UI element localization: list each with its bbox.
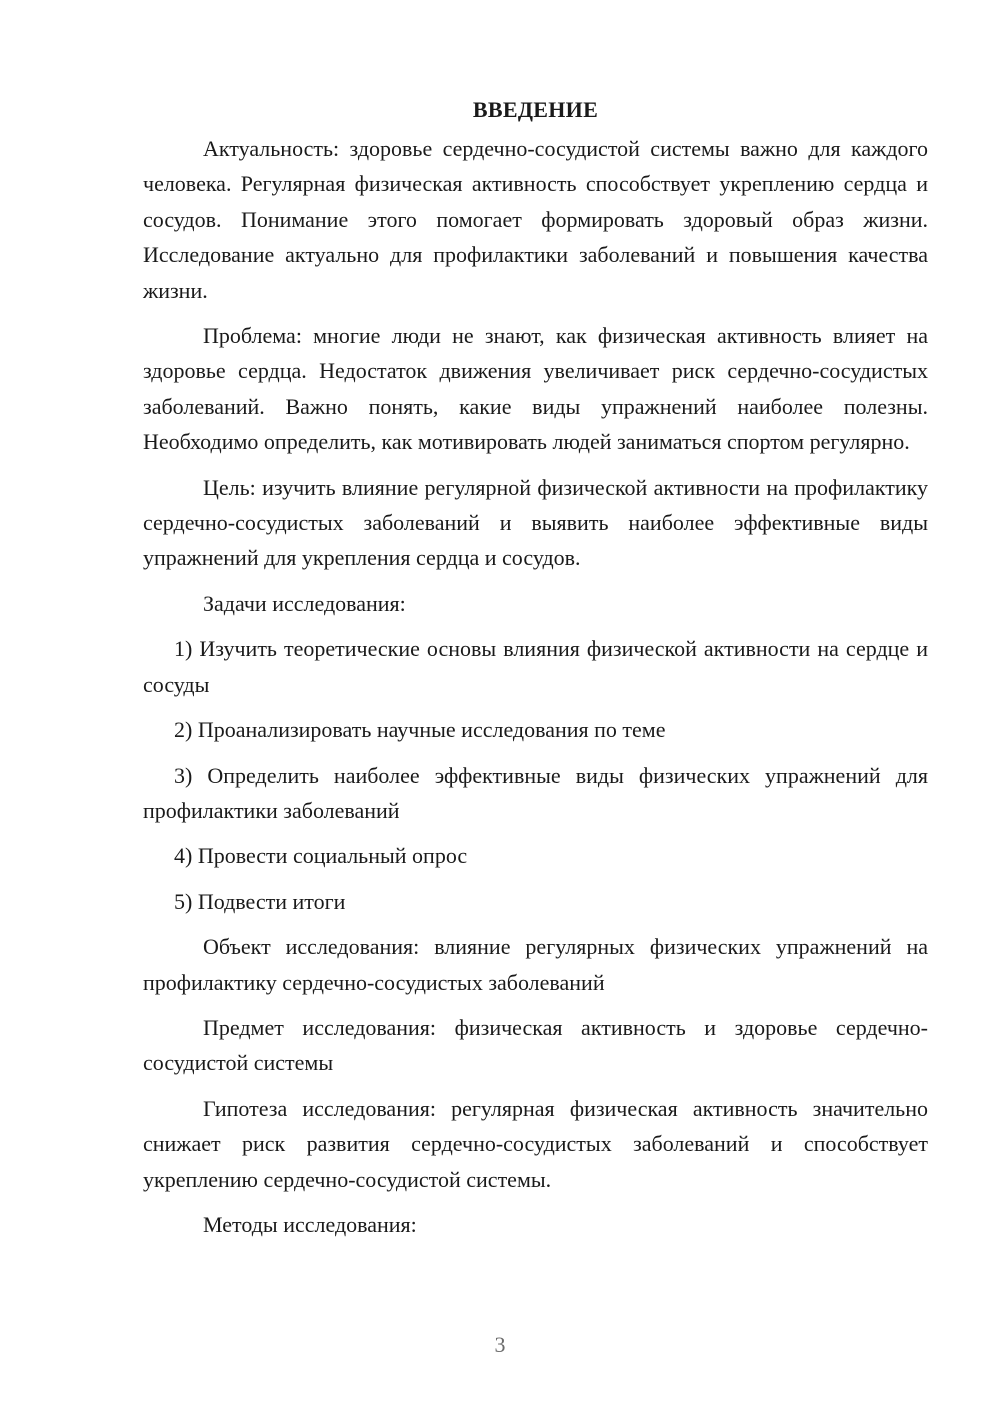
section-title: ВВЕДЕНИЕ xyxy=(472,97,599,122)
list-item: 5) Подвести итоги xyxy=(174,888,346,914)
paragraph-problem: Проблема: многие люди не знают, как физическая активность влияет на здоровье сердца. Недостаток движения увеличивает риск сердечно-сосудистых заболеваний. Важно понять, какие виды упражнений наиболее полезны. Необходимо определить, как мотивировать людей заниматься спортом регулярно. xyxy=(143,323,928,455)
paragraph-hypothesis: Гипотеза исследования: регулярная физическая активность значительно снижает риск развития сердечно-сосудистых заболеваний и способствует укреплению сердечно-сосудистой системы. xyxy=(143,1095,928,1192)
list-item: 2) Проанализировать научные исследования по теме xyxy=(174,717,666,743)
paragraph-tasks-heading: Задачи исследования: xyxy=(203,590,406,616)
list-item: 3) Определить наиболее эффективные виды физических упражнений для профилактики заболеваний xyxy=(143,762,928,823)
paragraph-subject: Предмет исследования: физическая активность и здоровье сердечно-сосудистой системы xyxy=(143,1014,928,1076)
list-item: 1) Изучить теоретические основы влияния физической активности на сердце и сосуды xyxy=(143,636,928,697)
paragraph-goal: Цель: изучить влияние регулярной физической активности на профилактику сердечно-сосудистых заболеваний и выявить наиболее эффективные виды упражнений для укрепления сердца и сосудов. xyxy=(143,474,928,571)
document-page xyxy=(143,92,928,1252)
tasks-list xyxy=(143,631,928,919)
page-number: 3 xyxy=(494,1332,506,1357)
list-item: 4) Провести социальный опрос xyxy=(174,843,468,869)
paragraph-object: Объект исследования: влияние регулярных физических упражнений на профилактику сердечно-сосудистых заболеваний xyxy=(143,934,928,995)
paragraph-methods: Методы исследования: xyxy=(203,1211,417,1237)
paragraph-relevance: Актуальность: здоровье сердечно-сосудистой системы важно для каждого человека. Регулярная физическая активность способствует укреплению сердца и сосудов. Понимание этого помогает формировать здоровый образ жизни. Исследование актуально для профилактики заболеваний и повышения качества жизни. xyxy=(143,136,928,303)
